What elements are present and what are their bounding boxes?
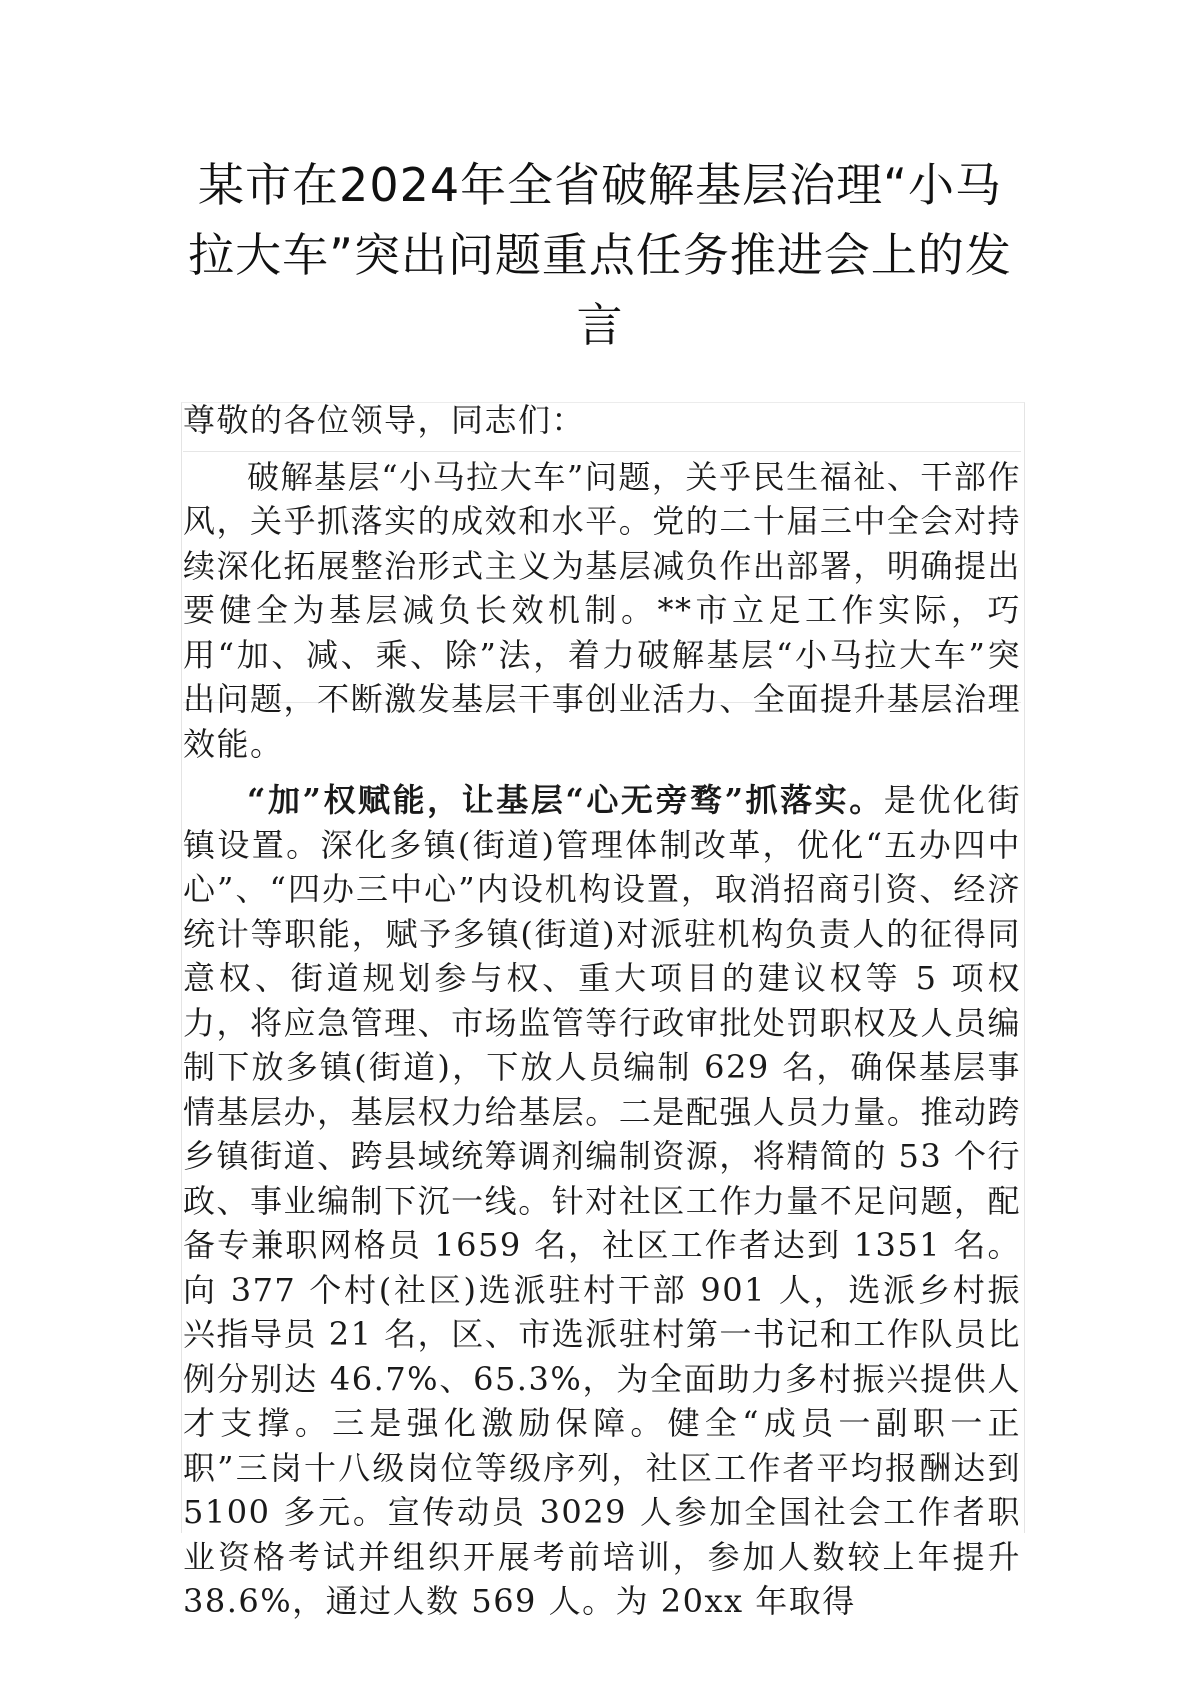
- paragraph-body-text: 是优化街镇设置。深化多镇(街道)管理体制改革，优化“五办四中心”、“四办三中心”内设机构设置，取消招商引资、经济统计等职能，赋予多镇(街道)对派驻机构负责人的征得同意权、街道规划参与权、重大项目的建议权等 5 项权力，将应急管理、市场监管等行政审批处罚职权及人员编制下放多镇(街道)，下放人员编制 629 名，确保基层事情基层办，基层权力给基层。二是配强人员力量。推动跨乡镇街道、跨县域统筹调剂编制资源，将精简的 53 个行政、事业编制下沉一线。针对社区工作力量不足问题，配备专兼职网格员 1659 名，社区工作者达到 1351 名。向 377 个村(社区)选派驻村干部 901 人，选派乡村振兴指导员 21 名，区、市选派驻村第一书记和工作队员比例分别达 46.7%、65.3%，为全面助力多村振兴提供人才支撑。三是强化激励保障。健全“成员一副职一正职”三岗十八级岗位等级序列，社区工作者平均报酬达到 5100 多元。宣传动员 3029 人参加全国社会工作者职业资格考试并组织开展考前培训，参加人数较上年提升 38.6%，通过人数 569 人。为 20xx 年取得: [183, 781, 1021, 1620]
- paragraph-add-empower: [183, 778, 1021, 1624]
- paragraph-lead-heading: “加”权赋能，让基层“心无旁骛”抓落实。: [247, 781, 884, 819]
- document-body: [183, 398, 1021, 1624]
- salutation: 尊敬的各位领导，同志们：: [183, 401, 586, 439]
- document-title: 某市在2024年全省破解基层治理“小马拉大车”突出问题重点任务推进会上的发言: [188, 158, 1012, 352]
- paragraph-intro: 破解基层“小马拉大车”问题，关乎民生福祉、干部作风，关乎抓落实的成效和水平。党的二十届三中全会对持续深化拓展整治形式主义为基层减负作出部署，明确提出要健全为基层减负长效机制。**市立足工作实际，巧用“加、减、乘、除”法，着力破解基层“小马拉大车”突出问题，不断激发基层干事创业活力、全面提升基层治理效能。: [183, 457, 1021, 763]
